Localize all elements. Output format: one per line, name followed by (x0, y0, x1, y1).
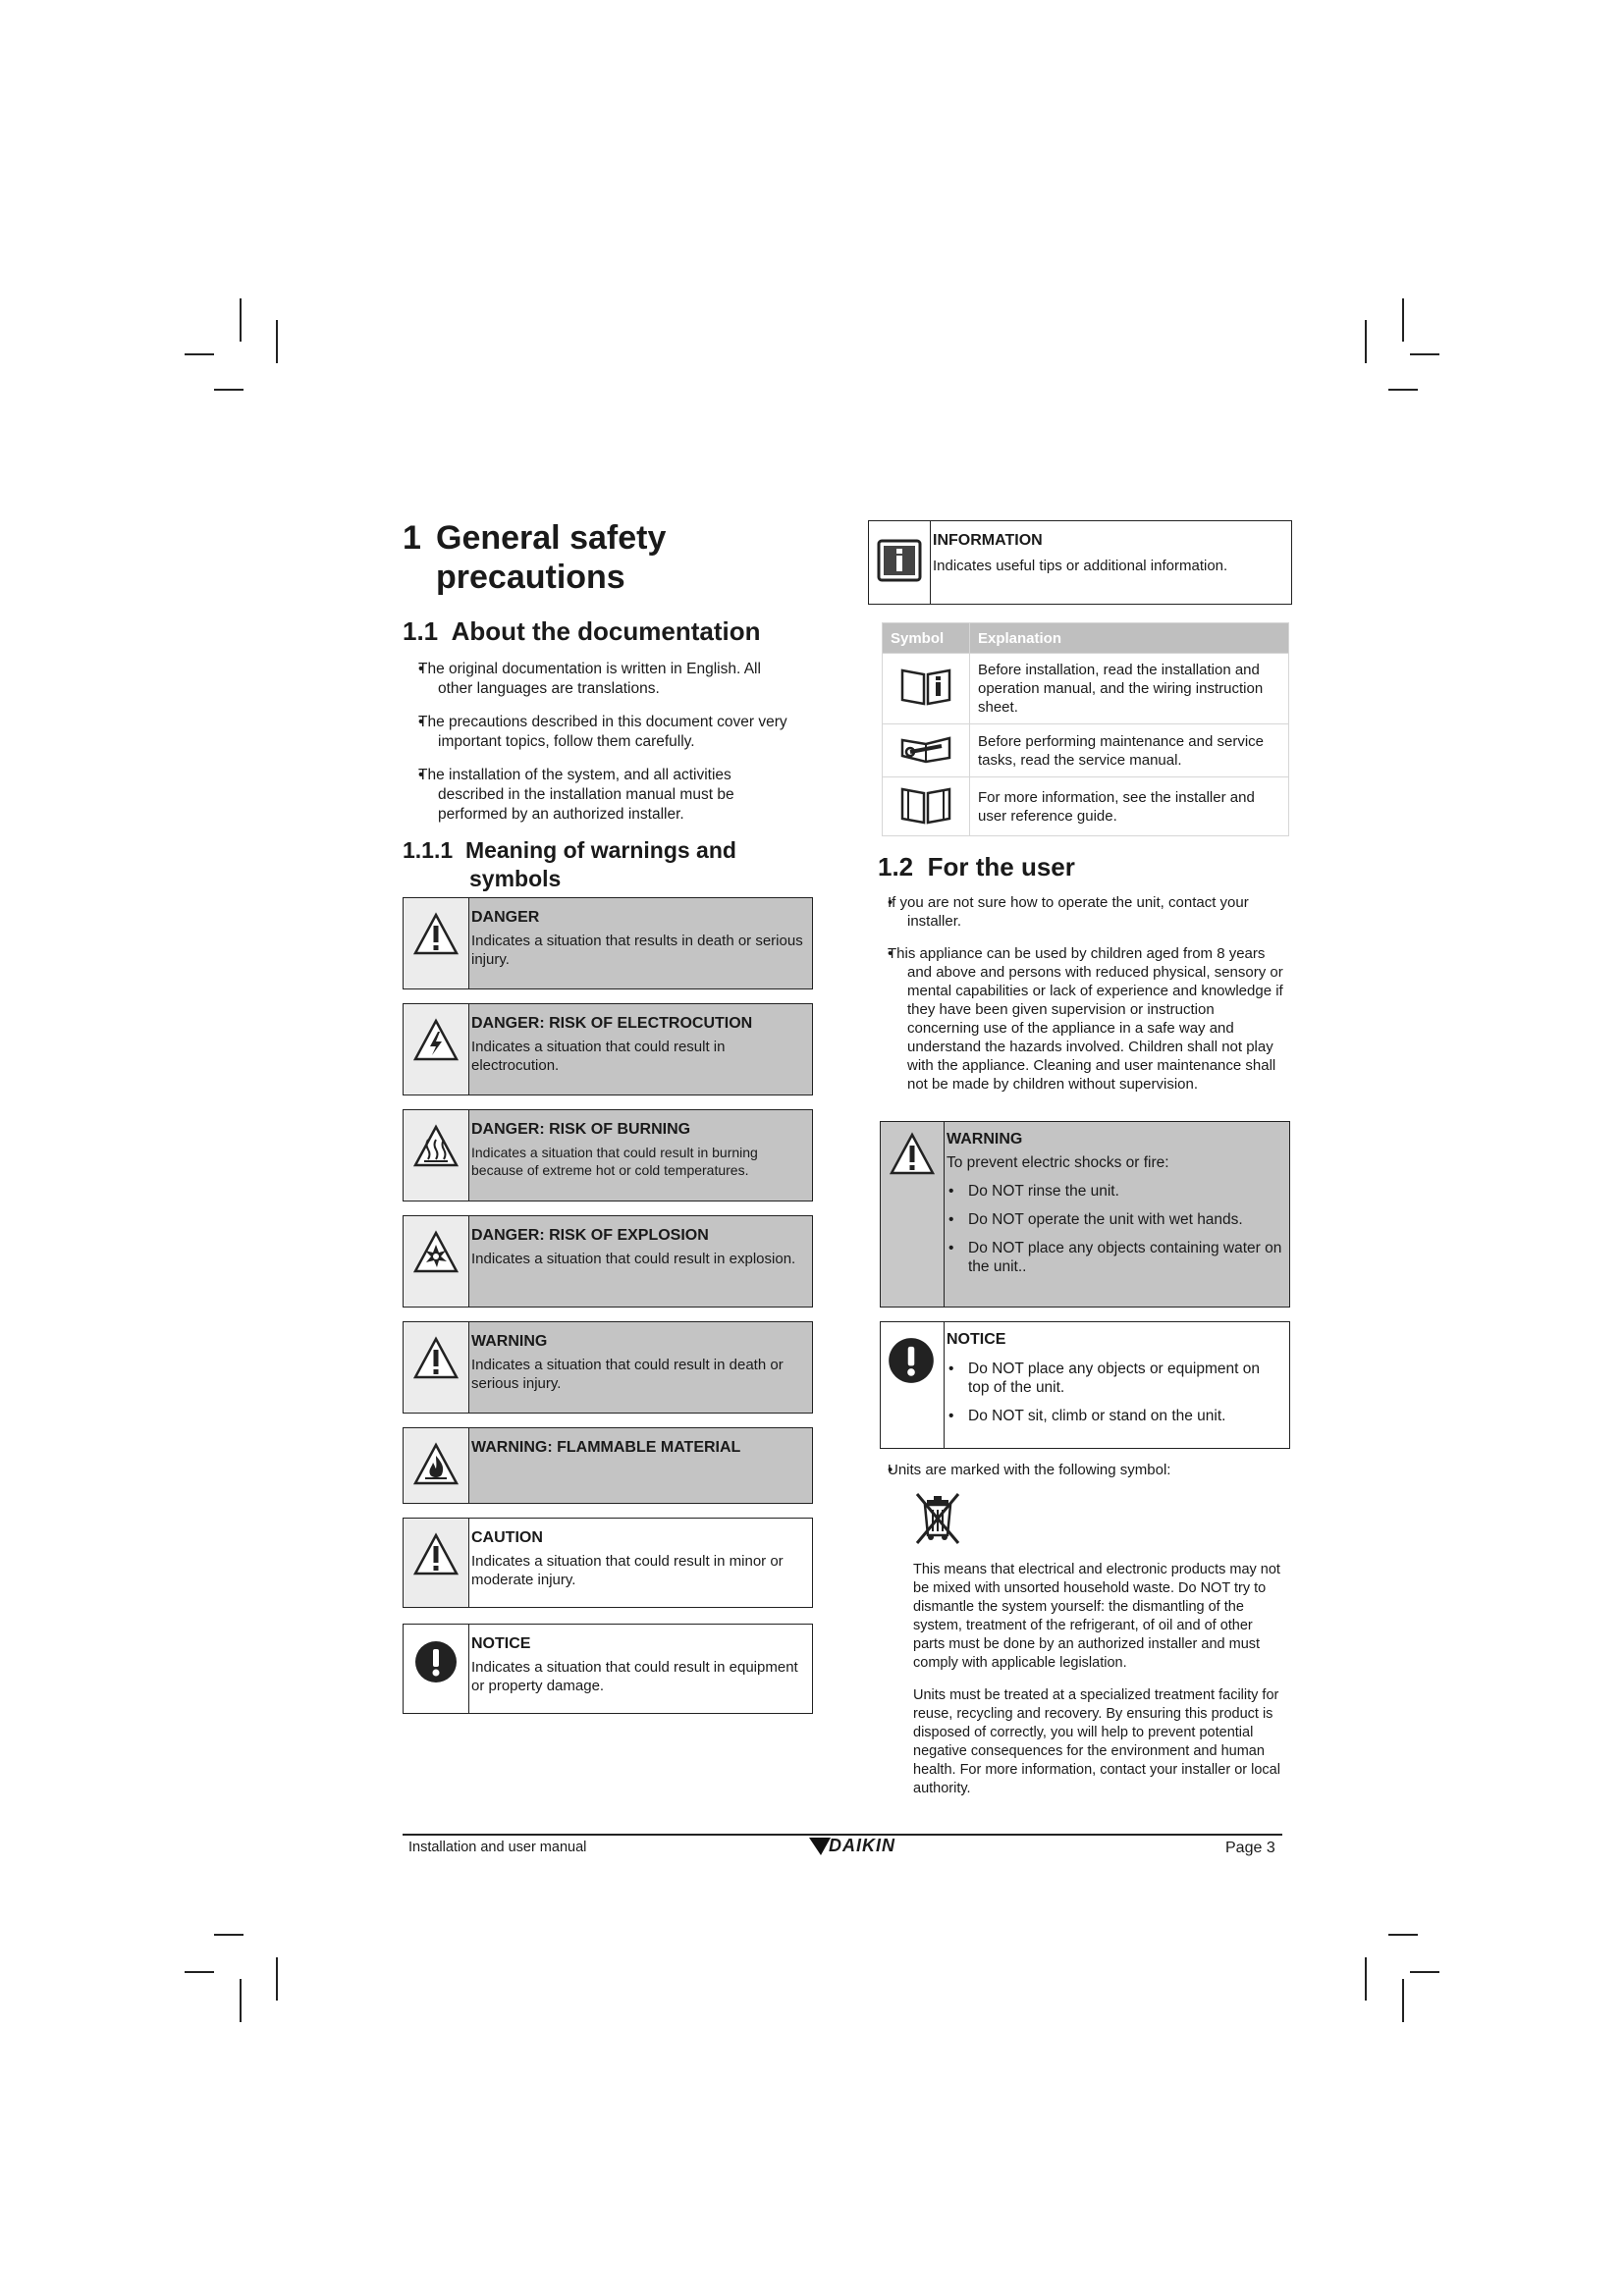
table-row (883, 654, 1289, 724)
user-bullets (872, 893, 1290, 1107)
crop-mark (276, 1957, 278, 2001)
weee-bin-icon (907, 1488, 968, 1549)
warning-flammable-box (403, 1427, 813, 1504)
hazard-text: Indicates a situation that could result in explosion. (471, 1251, 796, 1267)
crop-mark (276, 320, 278, 363)
section-number: 1.2 (878, 852, 914, 881)
service-manual-icon (883, 724, 970, 777)
hazard-title: CAUTION (471, 1529, 543, 1546)
crop-mark (1410, 353, 1439, 355)
table-cell: Before installation, read the installation and operation manual, and the wiring instruction sheet. (970, 654, 1289, 724)
hazard-title: DANGER: RISK OF EXPLOSION (471, 1227, 709, 1244)
hazard-title: WARNING (471, 1333, 548, 1350)
section-number: 1.1.1 (403, 837, 454, 863)
warning-items (947, 1182, 1283, 1276)
notice-circle-icon (404, 1625, 468, 1713)
table-row (883, 724, 1289, 777)
danger-box (403, 897, 813, 989)
hazard-text: Indicates a situation that could result in burning because of extreme hot or cold temperatures. (471, 1145, 758, 1178)
section-title-cont: symbols (469, 866, 562, 891)
information-title: INFORMATION (933, 532, 1043, 549)
crop-mark (185, 353, 214, 355)
danger-explosion-box (403, 1215, 813, 1308)
list-item: • Do NOT place any objects containing water on the unit.. (947, 1239, 1283, 1276)
warning-title: WARNING (947, 1131, 1023, 1148)
list-item: • If you are not sure how to operate the unit, contact your installer. (872, 893, 1290, 931)
hazard-title: DANGER: RISK OF BURNING (471, 1121, 691, 1138)
footer-manual-title: Installation and user manual (408, 1840, 587, 1855)
crop-mark (214, 389, 244, 391)
hazard-title: DANGER (471, 909, 540, 926)
list-item: • The precautions described in this document cover very important topics, follow them carefully. (403, 713, 795, 752)
list-item: • Do NOT sit, climb or stand on the unit. (947, 1407, 1283, 1425)
notice-box (403, 1624, 813, 1714)
manual-info-icon (883, 654, 970, 724)
chapter-number: 1 (403, 519, 421, 557)
warning-triangle-icon (881, 1122, 944, 1307)
notice-title: NOTICE (947, 1331, 1006, 1348)
hazard-title: NOTICE (471, 1635, 531, 1652)
list-item: • Units are marked with the following symbol: (872, 1461, 1290, 1479)
crop-mark (1365, 1957, 1367, 2001)
crop-mark (1402, 298, 1404, 342)
hazard-title: DANGER: RISK OF ELECTROCUTION (471, 1015, 753, 1032)
section-title: For the user (927, 852, 1075, 881)
warning-intro: To prevent electric shocks or fire: (947, 1154, 1169, 1171)
warning-box (403, 1321, 813, 1414)
hazard-text: Indicates a situation that could result in death or serious injury. (471, 1357, 784, 1392)
table-cell: For more information, see the installer and user reference guide. (970, 777, 1289, 836)
weee-paragraph: Units must be treated at a specialized treatment facility for reuse, recycling and recovery. By ensuring this product is disposed of correctly, you will help to prevent potential negative consequences for the environment and human health. For more information, contact your installer or local authority. (913, 1687, 1280, 1796)
crop-mark (240, 298, 242, 342)
chapter-title: General safety precautions (436, 519, 667, 596)
user-warning-box (880, 1121, 1290, 1308)
list-item: • This appliance can be used by children aged from 8 years and above and persons with reduced physical, sensory or mental capabilities or lack of experience and knowledge if they have been given supervision or instruction concerning use of the appliance in a safe way and understand the hazards involved. Children shall not play with the appliance. Cleaning and user maintenance shall not be made by children without supervision. (872, 944, 1290, 1094)
crop-mark (240, 1979, 242, 2022)
list-item: • The original documentation is written in English. All other languages are translations. (403, 660, 795, 699)
section-1-1-heading (403, 616, 761, 647)
danger-electrocution-box (403, 1003, 813, 1095)
information-box (868, 520, 1292, 605)
list-item: • Do NOT operate the unit with wet hands. (947, 1210, 1283, 1229)
list-item: • The installation of the system, and all activities described in the installation manual must be performed by an authorized installer. (403, 766, 795, 825)
burning-icon (404, 1110, 468, 1201)
crop-mark (1365, 320, 1367, 363)
information-text: Indicates useful tips or additional information. (933, 558, 1228, 574)
crop-mark (1388, 1934, 1418, 1936)
hazard-text: Indicates a situation that could result in equipment or property damage. (471, 1659, 798, 1694)
column-header: Symbol (883, 623, 970, 654)
flammable-icon (404, 1428, 468, 1503)
table-row (883, 777, 1289, 836)
page-number: Page 3 (1225, 1840, 1275, 1856)
hazard-text: Indicates a situation that could result in electrocution. (471, 1039, 726, 1074)
hazard-text: Indicates a situation that results in death or serious injury. (471, 933, 803, 968)
reference-guide-icon (883, 777, 970, 836)
column-header: Explanation (970, 623, 1289, 654)
list-item: • Do NOT place any objects or equipment on top of the unit. (947, 1360, 1283, 1397)
table-cell: Before performing maintenance and service tasks, read the service manual. (970, 724, 1289, 777)
caution-box (403, 1518, 813, 1608)
documentation-bullets (403, 660, 795, 838)
weee-paragraph: This means that electrical and electronic products may not be mixed with unsorted household waste. Do NOT try to dismantle the system yourself: the dismantling of the system, treatment of the refrigerant, of oil and of other parts must be done by an authorized installer and must comply with applicable legislation. (913, 1562, 1280, 1671)
warning-triangle-icon (404, 898, 468, 988)
explosion-icon (404, 1216, 468, 1307)
hazard-text: Indicates a situation that could result in minor or moderate injury. (471, 1553, 784, 1588)
brand-name: DAIKIN (829, 1836, 895, 1855)
crop-mark (1388, 389, 1418, 391)
symbol-table (882, 622, 1289, 836)
warning-triangle-icon (404, 1322, 468, 1413)
danger-burning-box (403, 1109, 813, 1201)
section-title: Meaning of warnings and (464, 837, 736, 863)
section-number: 1.1 (403, 616, 439, 646)
crop-mark (185, 1971, 214, 1973)
info-square-icon (869, 521, 930, 604)
section-1-2-heading (878, 852, 1075, 882)
electrocution-icon (404, 1004, 468, 1095)
list-item: • Do NOT rinse the unit. (947, 1182, 1283, 1201)
hazard-title: WARNING: FLAMMABLE MATERIAL (471, 1439, 741, 1456)
page-title (403, 518, 815, 597)
user-notice-box (880, 1321, 1290, 1449)
notice-items (947, 1360, 1283, 1425)
section-1-1-1-heading (403, 836, 815, 893)
warning-triangle-icon (404, 1519, 468, 1607)
crop-mark (1410, 1971, 1439, 1973)
section-title: About the documentation (451, 616, 761, 646)
notice-circle-icon (881, 1322, 944, 1448)
crop-mark (1402, 1979, 1404, 2022)
crop-mark (214, 1934, 244, 1936)
